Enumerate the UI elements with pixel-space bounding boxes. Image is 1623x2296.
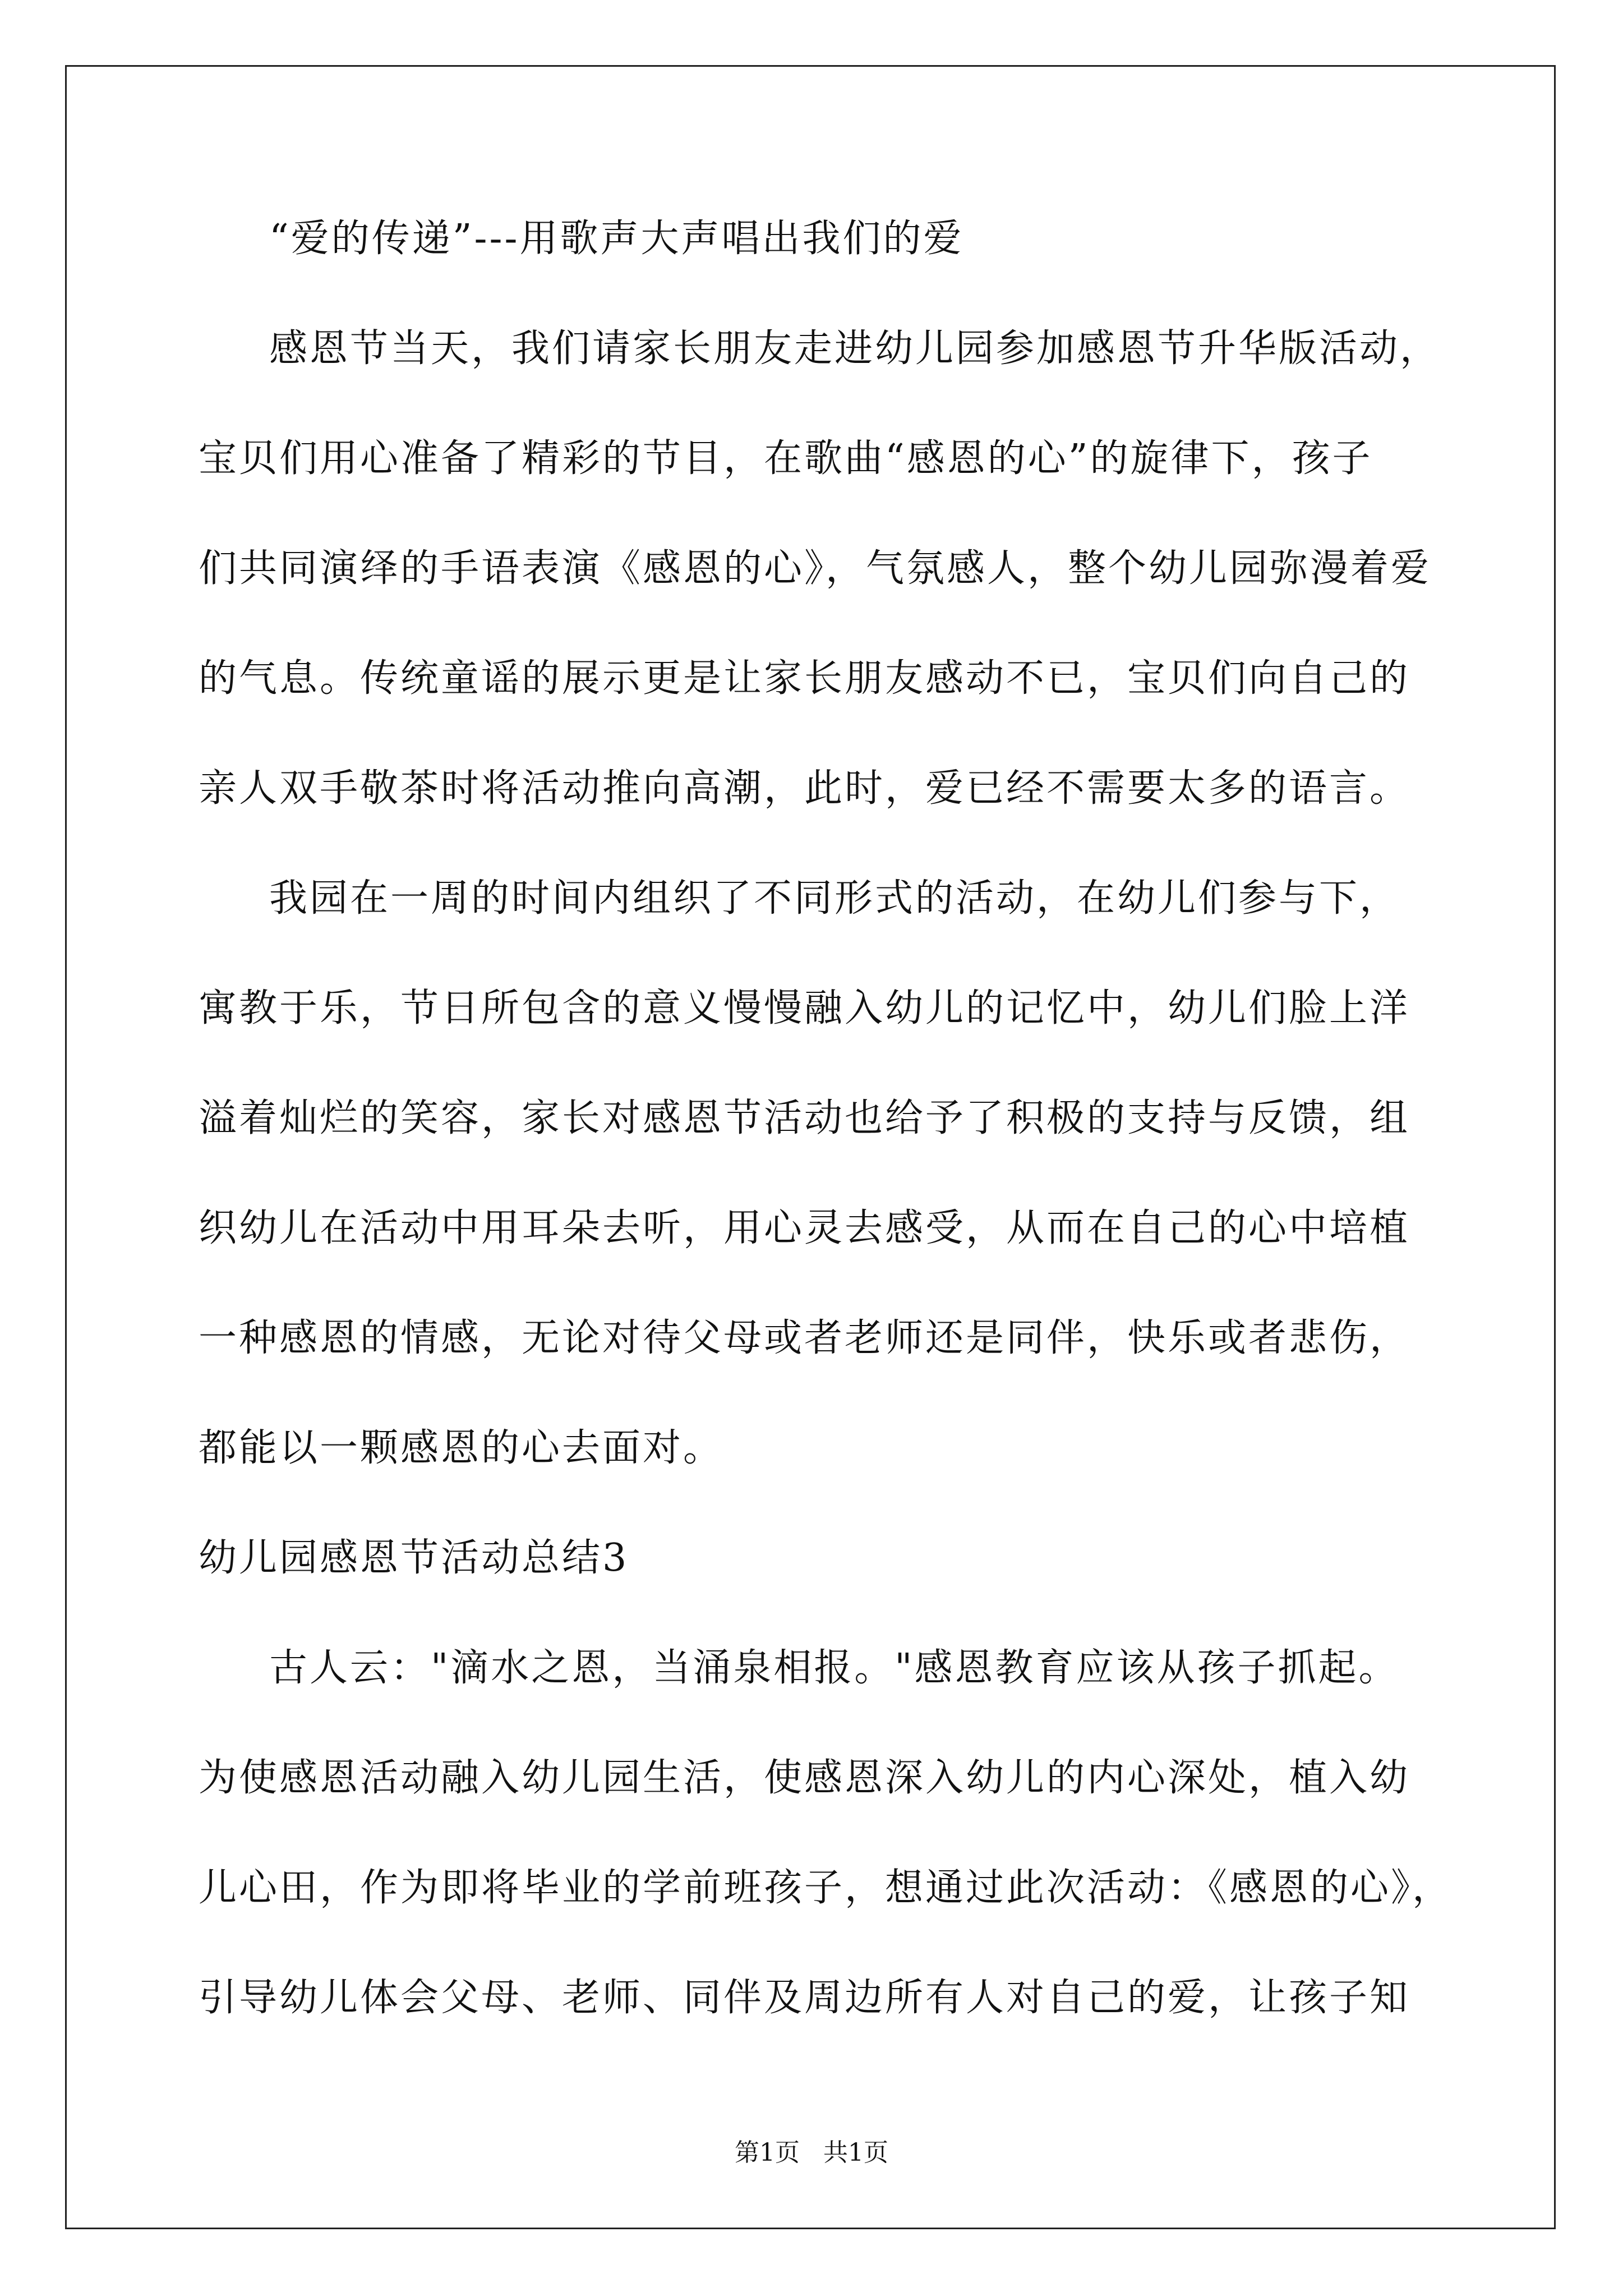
text-line: 为使感恩活动融入幼儿园生活，使感恩深入幼儿的内心深处，植入幼: [199, 1756, 1410, 1800]
text-line: 溢着灿烂的笑容，家长对感恩节活动也给予了积极的支持与反馈，组: [199, 1096, 1410, 1140]
page-total: 共1页: [823, 2138, 888, 2167]
text-line: 都能以一颗感恩的心去面对。: [199, 1426, 724, 1470]
text-line: 引导幼儿体会父母、老师、同伴及周边所有人对自己的爱，让孩子知: [199, 1976, 1410, 2020]
text-line: 一种感恩的情感，无论对待父母或者老师还是同伴，快乐或者悲伤，: [199, 1316, 1410, 1360]
text-line: 亲人双手敬茶时将活动推向高潮，此时，爱已经不需要太多的语言。: [199, 766, 1410, 811]
text-line: 们共同演绎的手语表演《感恩的心》，气氛感人，整个幼儿园弥漫着爱: [199, 546, 1432, 591]
text-line: 感恩节当天，我们请家长朋友走进幼儿园参加感恩节升华版活动，: [269, 326, 1441, 371]
paragraph-heading-love-passing: “爱的传递”---用歌声大声唱出我们的爱: [269, 217, 964, 261]
text-line: 寓教于乐，节日所包含的意义慢慢融入幼儿的记忆中，幼儿们脸上洋: [199, 986, 1410, 1030]
text-line: 的气息。传统童谣的展示更是让家长朋友感动不已，宝贝们向自己的: [199, 656, 1410, 701]
text-line: 宝贝们用心准备了精彩的节目，在歌曲“感恩的心”的旋律下，孩子: [199, 436, 1373, 481]
text-line: 我园在一周的时间内组织了不同形式的活动，在幼儿们参与下，: [269, 876, 1400, 921]
page-footer: [0, 2136, 1623, 2170]
text-line: 织幼儿在活动中用耳朵去听，用心灵去感受，从而在自己的心中培植: [199, 1206, 1410, 1250]
text-line: 古人云："滴水之恩，当涌泉相报。"感恩教育应该从孩子抓起。: [269, 1646, 1399, 1690]
section-heading: 幼儿园感恩节活动总结3: [199, 1536, 629, 1580]
text-line: 儿心田，作为即将毕业的学前班孩子，想通过此次活动：《感恩的心》，: [199, 1866, 1453, 1910]
page-number: 第1页: [735, 2138, 800, 2167]
